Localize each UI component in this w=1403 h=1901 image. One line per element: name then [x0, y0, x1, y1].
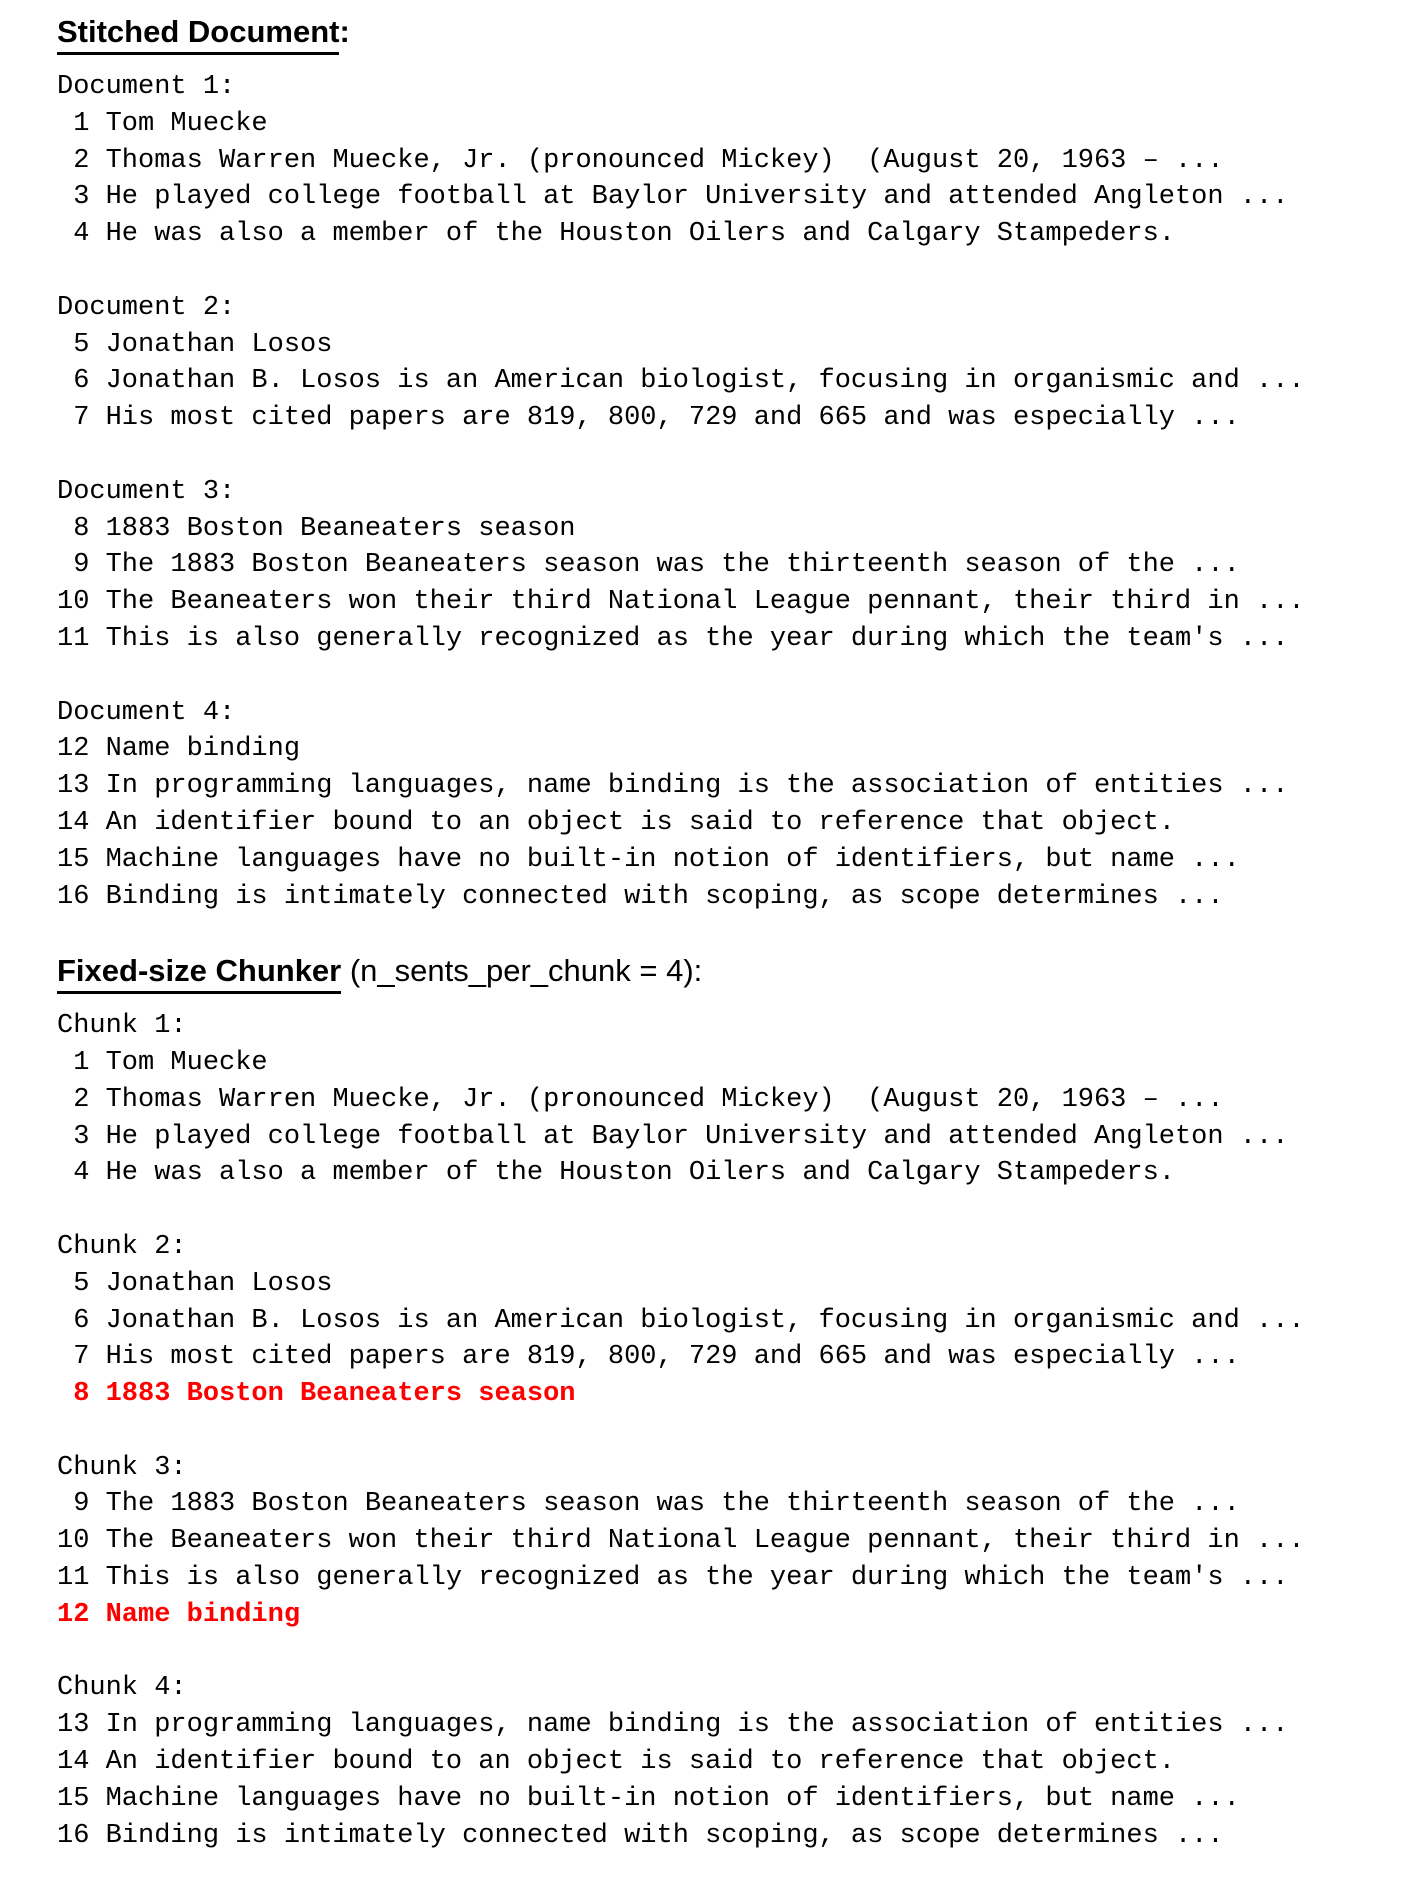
- sentence-line: 3 He played college football at Baylor University and attended Angleton ...: [57, 1121, 1289, 1152]
- sentence-line: 7 His most cited papers are 819, 800, 729 and 665 and was especially ...: [57, 1342, 1240, 1373]
- sentence-line: 3 He played college football at Baylor University and attended Angleton ...: [57, 182, 1289, 213]
- sentence-line: 16 Binding is intimately connected with scoping, as scope determines ...: [57, 1820, 1224, 1851]
- sentence-line: 15 Machine languages have no built-in notion of identifiers, but name ...: [57, 1783, 1240, 1814]
- group-label: Document 2:: [57, 292, 236, 323]
- chunk-group: [57, 1229, 1373, 1413]
- group-list: [57, 1008, 1373, 1854]
- sentence-line: 7 His most cited papers are 819, 800, 729 and 665 and was especially ...: [57, 403, 1240, 434]
- chunk-group: [57, 1670, 1373, 1854]
- sentence-line: 13 In programming languages, name binding is the association of entities ...: [57, 771, 1289, 802]
- sentence-line: 5 Jonathan Losos: [57, 329, 333, 360]
- document-group: [57, 69, 1373, 253]
- sentence-line: 11 This is also generally recognized as the year during which the team's ...: [57, 623, 1289, 654]
- chunk-group: [57, 1450, 1373, 1634]
- overflow-sentence-line: 12 Name binding: [57, 1599, 301, 1630]
- heading-suffix-text: :: [339, 14, 350, 49]
- sentence-line: 14 An identifier bound to an object is said to reference that object.: [57, 1747, 1175, 1778]
- sentence-line: 6 Jonathan B. Losos is an American biologist, focusing in organismic and ...: [57, 366, 1305, 397]
- sentence-line: 12 Name binding: [57, 734, 301, 765]
- sentence-line: 4 He was also a member of the Houston Oilers and Calgary Stampeders.: [57, 219, 1175, 250]
- document-group: [57, 695, 1373, 916]
- section-heading: [57, 952, 1373, 994]
- sentence-line: 16 Binding is intimately connected with scoping, as scope determines ...: [57, 881, 1224, 912]
- overflow-sentence-line: 8 1883 Boston Beaneaters season: [57, 1379, 576, 1410]
- section-chunker: [57, 952, 1373, 1854]
- sentence-line: 4 He was also a member of the Houston Oilers and Calgary Stampeders.: [57, 1158, 1175, 1189]
- sentence-line: 13 In programming languages, name binding is the association of entities ...: [57, 1710, 1289, 1741]
- sentence-line: 10 The Beaneaters won their third National League pennant, their third in ...: [57, 587, 1305, 618]
- group-label: Document 4:: [57, 697, 236, 728]
- sentence-line: 9 The 1883 Boston Beaneaters season was the thirteenth season of the ...: [57, 1489, 1240, 1520]
- sentence-line: 15 Machine languages have no built-in notion of identifiers, but name ...: [57, 844, 1240, 875]
- sentence-line: 2 Thomas Warren Muecke, Jr. (pronounced Mickey) (August 20, 1963 – ...: [57, 145, 1224, 176]
- group-label: Document 3:: [57, 476, 236, 507]
- heading-underlined-text: Stitched Document: [57, 13, 339, 55]
- group-label: Chunk 2:: [57, 1231, 187, 1262]
- sentence-line: 8 1883 Boston Beaneaters season: [57, 513, 576, 544]
- group-list: [57, 69, 1373, 915]
- sentence-line: 1 Tom Muecke: [57, 1047, 268, 1078]
- document-group: [57, 474, 1373, 658]
- sentence-line: 9 The 1883 Boston Beaneaters season was the thirteenth season of the ...: [57, 550, 1240, 581]
- sentence-line: 5 Jonathan Losos: [57, 1268, 333, 1299]
- sentence-line: 10 The Beaneaters won their third National League pennant, their third in ...: [57, 1526, 1305, 1557]
- group-label: Chunk 1:: [57, 1011, 187, 1042]
- section-heading: [57, 13, 1373, 55]
- group-label: Document 1:: [57, 72, 236, 102]
- chunk-group: [57, 1008, 1373, 1192]
- sentence-line: 2 Thomas Warren Muecke, Jr. (pronounced Mickey) (August 20, 1963 – ...: [57, 1084, 1224, 1115]
- heading-underlined-text: Fixed-size Chunker: [57, 952, 341, 994]
- document-group: [57, 290, 1373, 437]
- group-label: Chunk 3:: [57, 1452, 187, 1483]
- content-area: [57, 13, 1373, 1854]
- group-label: Chunk 4:: [57, 1673, 187, 1704]
- section-stitched: [57, 13, 1373, 915]
- sentence-line: 6 Jonathan B. Losos is an American biologist, focusing in organismic and ...: [57, 1305, 1305, 1336]
- sentence-line: 14 An identifier bound to an object is said to reference that object.: [57, 807, 1175, 838]
- sentence-line: 11 This is also generally recognized as the year during which the team's ...: [57, 1563, 1289, 1594]
- heading-suffix-text: (n_sents_per_chunk = 4):: [341, 953, 703, 989]
- sentence-line: 1 Tom Muecke: [57, 108, 268, 139]
